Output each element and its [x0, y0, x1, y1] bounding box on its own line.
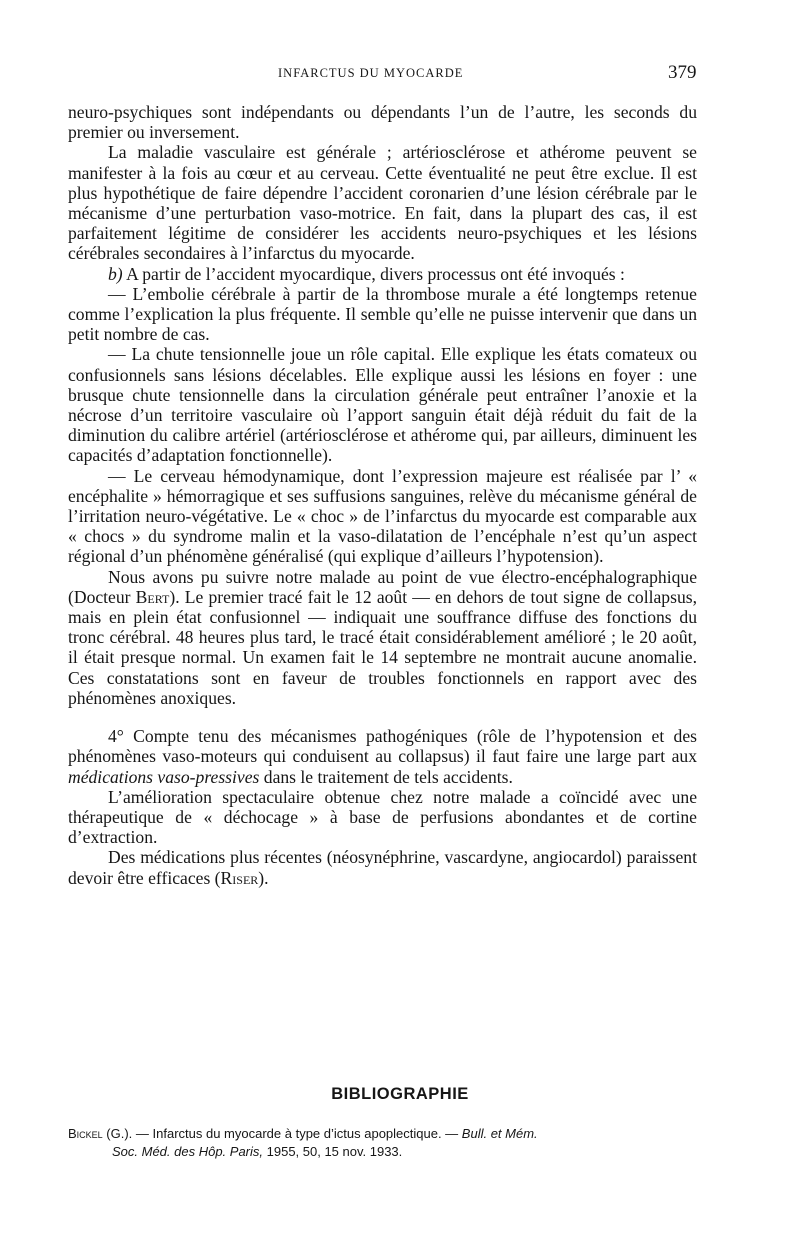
paragraph-recent-medications — [68, 847, 697, 887]
running-title: INFARCTUS DU MYOCARDE — [278, 66, 464, 80]
paragraph-treatment — [68, 726, 697, 787]
item-label-b: b) — [108, 263, 123, 284]
treatment-text-b: dans le traitement de tels accidents. — [259, 766, 513, 787]
paragraph-hemodynamic-brain: — Le cerveau hémodynamique, dont l’expression majeure est réalisée par l’ « encéphalite » hémorragique et ses suffusions sanguines, relève du mécanisme général de l’irritation neuro-végétative. Le « choc » de l’infarctus du myocarde est comparable aux « chocs » du syndrome malin et la vaso-dilatation de l’encéphale n’est qu’un aspect régional d’un phénomène généralisé (qui explique d’ailleurs l’hypotension). — [68, 465, 697, 567]
bibliography-entry — [68, 1125, 697, 1161]
bibliography-heading: BIBLIOGRAPHIE — [331, 1085, 469, 1103]
bib-details: 1955, 50, 15 nov. 1933. — [263, 1144, 403, 1159]
paragraph-vascular-disease: La maladie vasculaire est générale ; artériosclérose et athérome peuvent se manifester à la fois au cœur et au cerveau. Cette éventualité ne peut être exclue. Il est plus hypothétique de faire dépendre l’accident coronarien d’une lésion cérébrale par le mécanisme d’une perturbation vaso-motrice. En fait, dans la plupart des cas, il est parfaitement légitime de considérer les accidents neuro-psychiques et les lésions cérébrales secondaires à l’infarctus du myocarde. — [68, 142, 697, 264]
running-head — [0, 62, 800, 86]
medications-text-b: ). — [258, 867, 269, 888]
paragraph-processes-text: A partir de l’accident myocardique, divers processus ont été invoqués : — [122, 263, 625, 284]
treatment-emphasis: médications vaso-pressives — [68, 766, 260, 787]
eeg-text-b: ). Le premier tracé fait le 12 août — en dehors de tout signe de collapsus, mais en plein état confusionnel — indiquait une souffrance diffuse des fonctions du tronc cérébral. 48 heures plus tard, le tracé était considérablement amélioré ; le 20 août, il était presque normal. Un examen fait le 14 septembre ne montrait aucune anomalie. Ces constatations sont en faveur de troubles fonctionnels en rapport avec des phénomènes anoxiques. — [68, 586, 697, 708]
paragraph-continuation: neuro-psychiques sont indépendants ou dépendants l’un de l’autre, les seconds du premier ou inversement. — [68, 102, 697, 143]
author-name-riser: Riser — [220, 867, 259, 888]
paragraph-improvement: L’amélioration spectaculaire obtenue chez notre malade a coïncidé avec une thérapeutique de « déchocage » à base de perfusions abondantes et de cortine d’extraction. — [68, 786, 697, 848]
bib-line-2 — [68, 1143, 697, 1161]
paragraph-eeg-followup — [68, 567, 697, 708]
bib-title: (G.). — Infarctus du myocarde à type d’ictus apoplectique. — — [102, 1126, 462, 1141]
eeg-text-a: Nous avons pu suivre notre malade au point de vue électro-encéphalographique (Docteur — [68, 566, 697, 607]
bib-journal-a: Bull. et Mém. — [461, 1126, 538, 1141]
bib-author: Bickel — [68, 1126, 103, 1141]
medications-text-a: Des médications plus récentes (néosynéphrine, vascardyne, angiocardol) paraissent devoir être efficaces ( — [68, 847, 697, 888]
body-text — [68, 102, 697, 888]
author-name-bert: Bert — [135, 586, 170, 607]
page-number: 379 — [668, 62, 697, 83]
bib-journal-b: Soc. Méd. des Hôp. Paris, — [112, 1144, 264, 1159]
paragraph-processes — [68, 264, 697, 284]
treatment-text-a: 4° Compte tenu des mécanismes pathogéniques (rôle de l’hypotension et des phénomènes vaso-moteurs qui conduisent au collapsus) il faut faire une large part aux — [68, 726, 697, 767]
paragraph-embolism: — L’embolie cérébrale à partir de la thrombose murale a été longtemps retenue comme l’explication la plus fréquente. Il semble qu’elle ne puisse intervenir que dans un petit nombre de cas. — [68, 283, 697, 345]
paragraph-blood-pressure-drop: — La chute tensionnelle joue un rôle capital. Elle explique les états comateux ou confusionnels sans lésions décelables. Elle explique aussi les lésions en foyer : une brusque chute tensionnelle dans la circulation générale peut entraîner l’anoxie et la nécrose d’un territoire vasculaire où l’apport sanguin était déjà réduit du fait de la diminution du calibre artériel (artériosclérose et athérome qui, par ailleurs, diminuent les capacités d’adaptation fonctionnelle). — [68, 344, 697, 466]
